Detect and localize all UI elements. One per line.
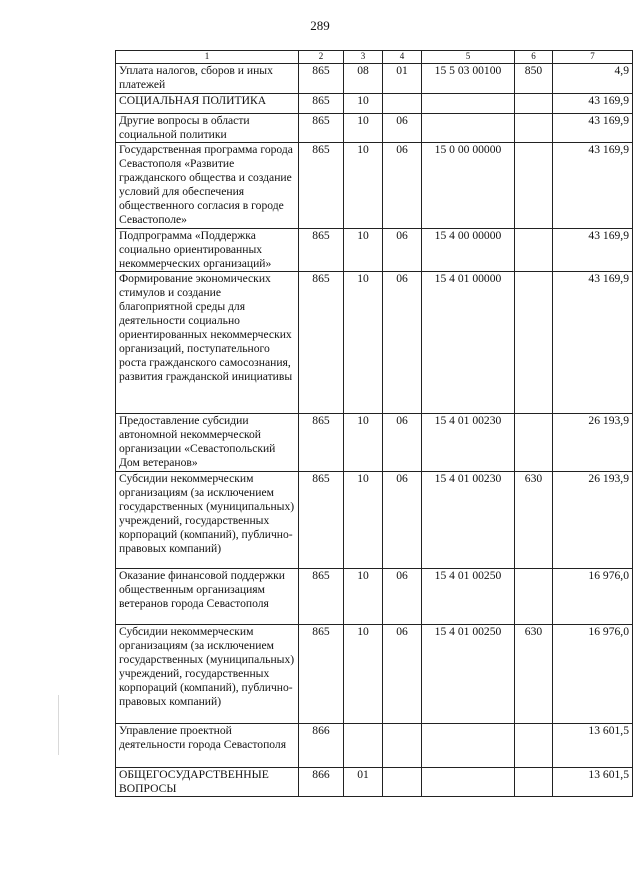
table-row: [116, 569, 633, 625]
cell-expense-type: [515, 229, 553, 272]
cell-expense-type: [515, 114, 553, 143]
cell-expense-type: 850: [515, 64, 553, 94]
cell-ministry: 865: [299, 94, 344, 114]
cell-section: 10: [344, 94, 383, 114]
col-header-6: 6: [515, 51, 553, 64]
cell-section: 10: [344, 272, 383, 414]
cell-subsection: 01: [383, 64, 422, 94]
cell-target-article: 15 5 03 00100: [422, 64, 515, 94]
cell-amount: 4,9: [553, 64, 633, 94]
row-name: Субсидии некоммерческим организациям (за исключением государственных (муниципальных) учреждений, государственных корпораций (компаний), публично-правовых компаний): [116, 472, 299, 569]
cell-subsection: 06: [383, 414, 422, 472]
cell-target-article: 15 0 00 00000: [422, 143, 515, 229]
cell-amount: 43 169,9: [553, 114, 633, 143]
row-name: Государственная программа города Севастополя «Развитие гражданского общества и создание условий для обеспечения общественного согласия в городе Севастополе»: [116, 143, 299, 229]
cell-expense-type: [515, 569, 553, 625]
cell-target-article: 15 4 01 00000: [422, 272, 515, 414]
cell-expense-type: 630: [515, 472, 553, 569]
cell-target-article: 15 4 01 00230: [422, 472, 515, 569]
cell-section: [344, 724, 383, 768]
table-row: [116, 229, 633, 272]
table-row: [116, 724, 633, 768]
col-header-5: 5: [422, 51, 515, 64]
cell-subsection: 06: [383, 569, 422, 625]
row-name: Предоставление субсидии автономной некоммерческой организации «Севастопольский Дом ветеранов»: [116, 414, 299, 472]
cell-subsection: 06: [383, 114, 422, 143]
cell-section: 08: [344, 64, 383, 94]
cell-ministry: 865: [299, 625, 344, 724]
cell-amount: 43 169,9: [553, 143, 633, 229]
cell-ministry: 866: [299, 724, 344, 768]
row-name: Уплата налогов, сборов и иных платежей: [116, 64, 299, 94]
cell-section: 10: [344, 229, 383, 272]
cell-amount: 13 601,5: [553, 724, 633, 768]
cell-section: 10: [344, 625, 383, 724]
cell-expense-type: [515, 768, 553, 797]
cell-expense-type: [515, 143, 553, 229]
header-row: [116, 51, 633, 64]
col-header-3: 3: [344, 51, 383, 64]
row-name: ОБЩЕГОСУДАРСТВЕННЫЕ ВОПРОСЫ: [116, 768, 299, 797]
cell-subsection: 06: [383, 229, 422, 272]
col-header-1: 1: [116, 51, 299, 64]
table-row: [116, 625, 633, 724]
cell-amount: 26 193,9: [553, 414, 633, 472]
cell-subsection: [383, 94, 422, 114]
row-name: Подпрограмма «Поддержка социально ориентированных некоммерческих организаций»: [116, 229, 299, 272]
cell-subsection: [383, 724, 422, 768]
margin-mark: [58, 695, 59, 755]
col-header-2: 2: [299, 51, 344, 64]
cell-target-article: [422, 114, 515, 143]
row-name: Оказание финансовой поддержки общественным организациям ветеранов города Севастополя: [116, 569, 299, 625]
budget-table: [115, 50, 633, 797]
page-number: 289: [310, 18, 330, 33]
cell-target-article: 15 4 01 00250: [422, 569, 515, 625]
cell-subsection: 06: [383, 472, 422, 569]
cell-expense-type: [515, 94, 553, 114]
table-row: [116, 768, 633, 797]
cell-amount: 16 976,0: [553, 569, 633, 625]
cell-section: 10: [344, 114, 383, 143]
cell-subsection: 06: [383, 272, 422, 414]
cell-target-article: [422, 768, 515, 797]
cell-ministry: 865: [299, 472, 344, 569]
table-row: [116, 64, 633, 94]
cell-ministry: 866: [299, 768, 344, 797]
row-name: Субсидии некоммерческим организациям (за исключением государственных (муниципальных) учреждений, государственных корпораций (компаний), публично-правовых компаний): [116, 625, 299, 724]
table-row: [116, 114, 633, 143]
table-row: [116, 143, 633, 229]
cell-target-article: 15 4 01 00250: [422, 625, 515, 724]
cell-ministry: 865: [299, 114, 344, 143]
cell-amount: 13 601,5: [553, 768, 633, 797]
cell-ministry: 865: [299, 414, 344, 472]
table-row: [116, 272, 633, 414]
cell-ministry: 865: [299, 272, 344, 414]
row-name: Формирование экономических стимулов и создание благоприятной среды для деятельности социально ориентированных некоммерческих организаций, поступательного роста гражданского самосознания, развития гражданской инициативы: [116, 272, 299, 414]
cell-expense-type: [515, 272, 553, 414]
cell-ministry: 865: [299, 229, 344, 272]
cell-amount: 26 193,9: [553, 472, 633, 569]
cell-subsection: 06: [383, 625, 422, 724]
row-name: СОЦИАЛЬНАЯ ПОЛИТИКА: [116, 94, 299, 114]
cell-ministry: 865: [299, 64, 344, 94]
cell-section: 10: [344, 143, 383, 229]
cell-section: 01: [344, 768, 383, 797]
row-name: Управление проектной деятельности города Севастополя: [116, 724, 299, 768]
cell-amount: 43 169,9: [553, 94, 633, 114]
cell-target-article: 15 4 01 00230: [422, 414, 515, 472]
cell-ministry: 865: [299, 143, 344, 229]
cell-amount: 16 976,0: [553, 625, 633, 724]
row-name: Другие вопросы в области социальной политики: [116, 114, 299, 143]
cell-section: 10: [344, 569, 383, 625]
cell-expense-type: [515, 724, 553, 768]
cell-target-article: 15 4 00 00000: [422, 229, 515, 272]
table-row: [116, 414, 633, 472]
cell-section: 10: [344, 414, 383, 472]
table-row: [116, 94, 633, 114]
col-header-4: 4: [383, 51, 422, 64]
cell-subsection: 06: [383, 143, 422, 229]
cell-target-article: [422, 94, 515, 114]
cell-section: 10: [344, 472, 383, 569]
cell-expense-type: [515, 414, 553, 472]
cell-subsection: [383, 768, 422, 797]
cell-target-article: [422, 724, 515, 768]
cell-ministry: 865: [299, 569, 344, 625]
cell-amount: 43 169,9: [553, 229, 633, 272]
cell-amount: 43 169,9: [553, 272, 633, 414]
table-row: [116, 472, 633, 569]
cell-expense-type: 630: [515, 625, 553, 724]
col-header-7: 7: [553, 51, 633, 64]
